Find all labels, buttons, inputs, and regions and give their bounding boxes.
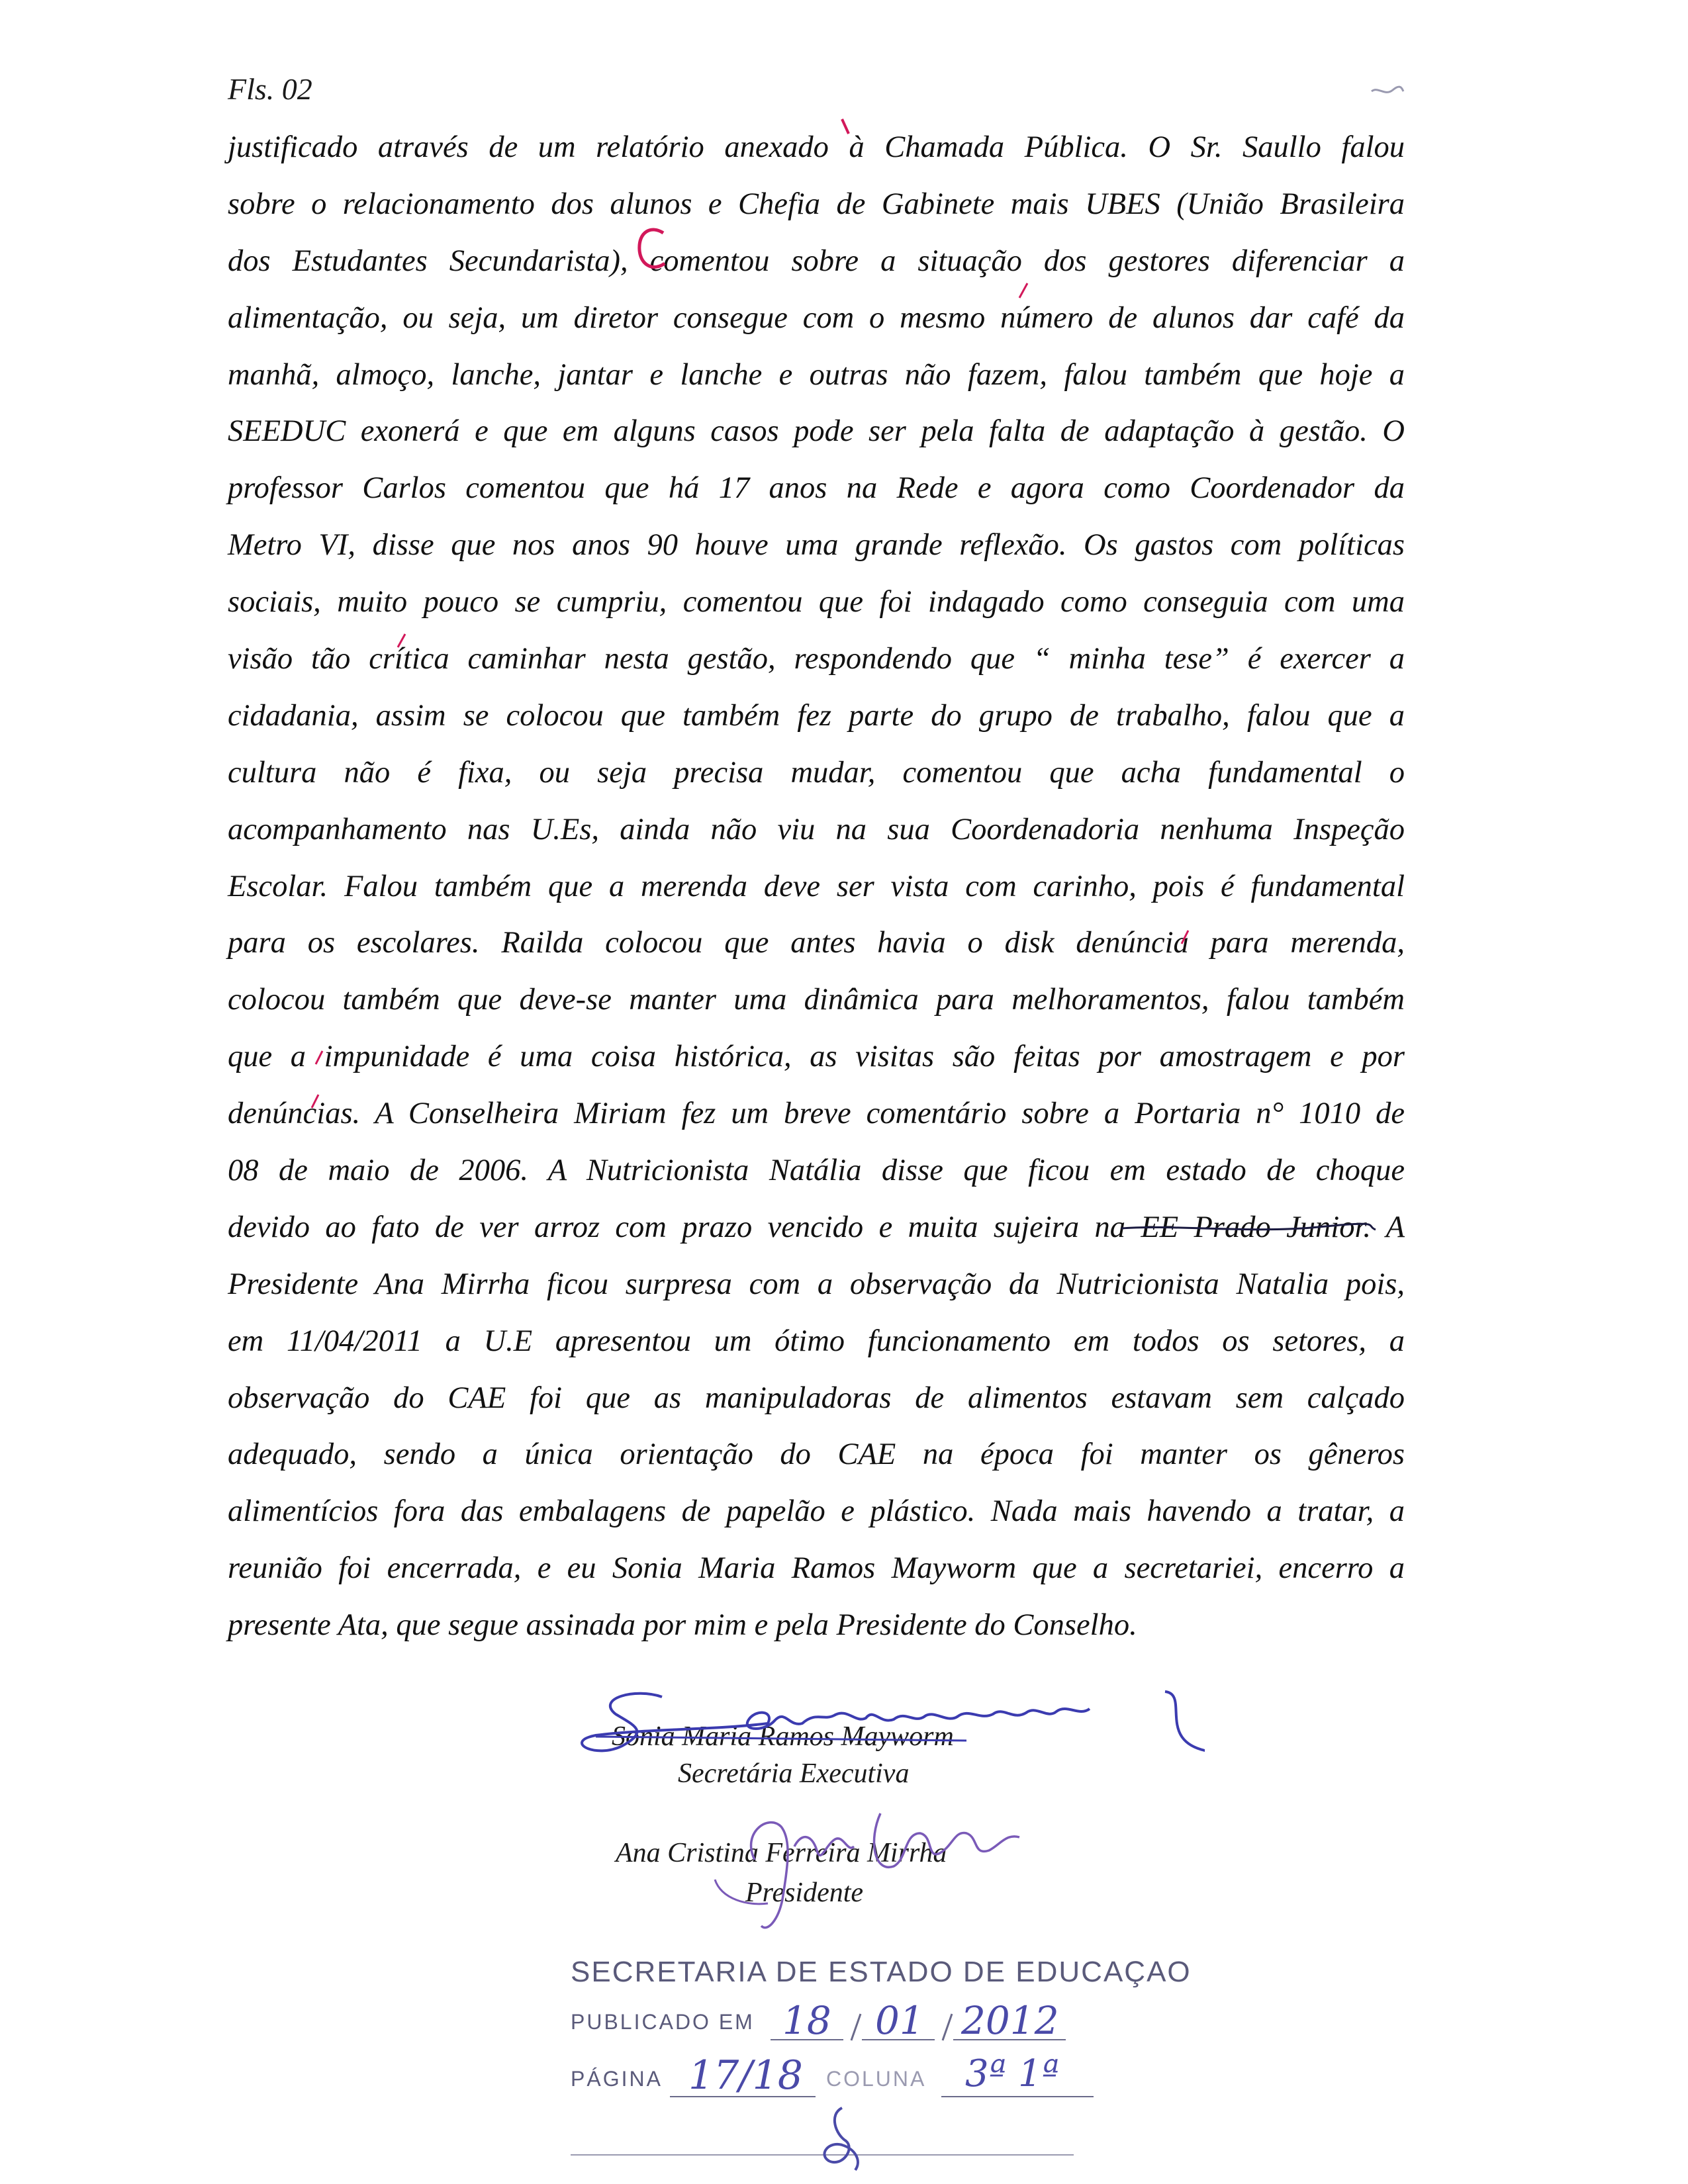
stamp-published-day: 18 bbox=[782, 1998, 831, 2043]
body-line: justificado através de um relatório anexado à Chamada Pública. O Sr. Saullo falou bbox=[228, 130, 1405, 164]
body-line: professor Carlos comentou que há 17 anos na Rede e agora como Coordenador da bbox=[228, 471, 1405, 506]
body-line: em 11/04/2011 a U.E apresentou um ótimo funcionamento em todos os setores, a bbox=[228, 1324, 1405, 1358]
body-line: para os escolares. Railda colocou que antes havia o disk denúncia para merenda, bbox=[228, 926, 1405, 960]
secretary-handwritten-signature bbox=[556, 1668, 1205, 1780]
stamp-column-label: COLUNA bbox=[826, 2067, 927, 2091]
stamp-published-month: 01 bbox=[875, 1998, 924, 2043]
body-line: reunião foi encerrada, e eu Sonia Maria Ramos Mayworm que a secretariei, encerro a bbox=[228, 1551, 1405, 1586]
secretary-role: Secretária Executiva bbox=[678, 1758, 910, 1789]
body-line: cultura não é fixa, ou seja precisa mudar, comentou que acha fundamental o bbox=[228, 755, 1405, 790]
stamp-page-value: 17/18 bbox=[688, 2052, 803, 2099]
president-name: Ana Cristina Ferreira Mirrha bbox=[616, 1838, 947, 1868]
body-line: colocou também que deve-se manter uma dinâmica para melhoramentos, falou também bbox=[228, 983, 1405, 1017]
secretary-name: Sonia Maria Ramos Mayworm bbox=[612, 1721, 954, 1752]
body-line: presente Ata, que segue assinada por mim e pela Presidente do Conselho. bbox=[228, 1608, 1137, 1643]
body-line: sociais, muito pouco se cumpriu, comentou que foi indagado como conseguia com uma bbox=[228, 585, 1405, 619]
stamp-page-label: PÁGINA bbox=[571, 2067, 663, 2091]
body-line: sobre o relacionamento dos alunos e Chefia de Gabinete mais UBES (União Brasileira bbox=[228, 187, 1405, 221]
body-line: dos Estudantes Secundarista), comentou sobre a situação dos gestores diferenciar a bbox=[228, 244, 1405, 278]
body-line: manhã, almoço, lanche, jantar e lanche e outras não fazem, falou também que hoje a bbox=[228, 357, 1405, 392]
body-line: devido ao fato de ver arroz com prazo vencido e muita sujeira na EE Prado Junior. A bbox=[228, 1210, 1405, 1244]
body-line: visão tão crítica caminhar nesta gestão, respondendo que “ minha tese” é exercer a bbox=[228, 642, 1405, 676]
body-line: denúncias. A Conselheira Miriam fez um breve comentário sobre a Portaria n° 1010 de bbox=[228, 1097, 1405, 1131]
publication-stamp bbox=[571, 1956, 1192, 2181]
body-line: Metro VI, disse que nos anos 90 houve uma grande reflexão. Os gastos com políticas bbox=[228, 528, 1405, 563]
body-line: Escolar. Falou também que a merenda deve ser vista com carinho, pois é fundamental bbox=[228, 869, 1405, 903]
body-line: Presidente Ana Mirrha ficou surpresa com a observação da Nutricionista Natalia pois, bbox=[228, 1267, 1405, 1301]
president-role: Presidente bbox=[745, 1878, 864, 1908]
stamp-rubric-initial bbox=[809, 2101, 868, 2174]
body-line: alimentação, ou seja, um diretor consegue com o mesmo número de alunos dar café da bbox=[228, 300, 1405, 335]
folio-number: Fls. 02 bbox=[228, 72, 312, 106]
body-line: observação do CAE foi que as manipuladoras de alimentos estavam sem calçado bbox=[228, 1381, 1405, 1415]
body-line: que a impunidade é uma coisa histórica, as visitas são feitas por amostragem e por bbox=[228, 1040, 1405, 1074]
body-line: alimentícios fora das embalagens de papelão e plástico. Nada mais havendo a tratar, a bbox=[228, 1494, 1405, 1529]
body-line: cidadania, assim se colocou que também fez parte do grupo de trabalho, falou que a bbox=[228, 698, 1405, 733]
body-line: acompanhamento nas U.Es, ainda não viu na sua Coordenadoria nenhuma Inspeção bbox=[228, 812, 1405, 846]
stamp-column-value: 3ª 1ª bbox=[965, 2052, 1060, 2095]
stamp-title: SECRETARIA DE ESTADO DE EDUCAÇAO bbox=[571, 1956, 1192, 1988]
president-handwritten-signature bbox=[695, 1787, 1039, 1939]
stamp-published-year: 2012 bbox=[961, 1998, 1059, 2043]
body-line: adequado, sendo a única orientação do CAE na época foi manter os gêneros bbox=[228, 1437, 1405, 1472]
body-line: SEEDUC exonerá e que em alguns casos pode ser pela falta de adaptação à gestão. O bbox=[228, 414, 1405, 449]
stamp-published-label: PUBLICADO EM bbox=[571, 2010, 755, 2034]
body-line: 08 de maio de 2006. A Nutricionista Natália disse que ficou em estado de choque bbox=[228, 1154, 1405, 1188]
